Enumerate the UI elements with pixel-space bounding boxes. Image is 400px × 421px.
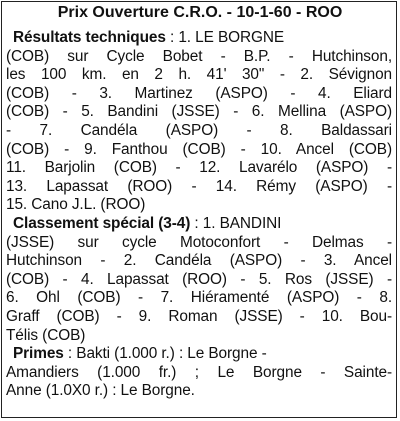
results-line: : 1. LE BORGNE [165,29,285,46]
results-line: les 100 km. en 2 h. 41' 30" - 2. Sévignon [6,66,392,84]
results-line: 15. Cano J.L. (ROO) [6,196,146,214]
results-line: (COB) - 9. Fanthou (COB) - 10. Ancel (COB) [6,140,392,158]
classement-heading: Classement spécial (3-4) [13,214,191,232]
results-heading: Résultats techniques [13,29,166,46]
classement-line: : 1. BANDINI [190,214,282,232]
classement-first-line [6,215,392,234]
results-first-line [6,29,392,48]
classement-line: Télis (COB) [6,326,86,344]
results-line: 11. Barjolin (COB) - 12. Lavarélo (ASPO) - [6,159,392,177]
primes-first-line [6,345,392,364]
article-body [6,29,392,401]
results-line: (COB) sur Cycle Bobet - B.P. - Hutchinson, [6,47,392,65]
classement-line: 6. Ohl (COB) - 7. Hiéramenté (ASPO) - 8. [6,289,392,307]
primes-line: : Bakti (1.000 r.) : Le Borgne - [63,345,267,363]
classement-line: Graff (COB) - 9. Roman (JSSE) - 10. Bou- [6,307,392,325]
results-line: (COB) - 3. Martinez (ASPO) - 4. Eliard [6,84,392,102]
primes-line: Anne (1.0X0 r.) : Le Borgne. [6,382,195,400]
article-title: Prix Ouverture C.R.O. - 10-1-60 - ROO [57,4,343,21]
primes-heading: Primes [13,345,64,363]
results-line: (COB) - 5. Bandini (JSSE) - 6. Mellina (ASPO) [6,103,392,121]
classement-line: (JSSE) sur cycle Motoconfort - Delmas - [6,233,392,251]
primes-line: Amandiers (1.000 fr.) ; Le Borgne - Sainte- [6,363,392,381]
classement-line: (COB) - 4. Lapassat (ROO) - 5. Ros (JSSE) - [6,270,392,288]
classement-line: Hutchinson - 2. Candéla (ASPO) - 3. Ancel [6,252,392,270]
results-line: - 7. Candéla (ASPO) - 8. Baldassari [6,121,392,139]
results-line: 13. Lapassat (ROO) - 14. Rémy (ASPO) - [6,177,392,195]
